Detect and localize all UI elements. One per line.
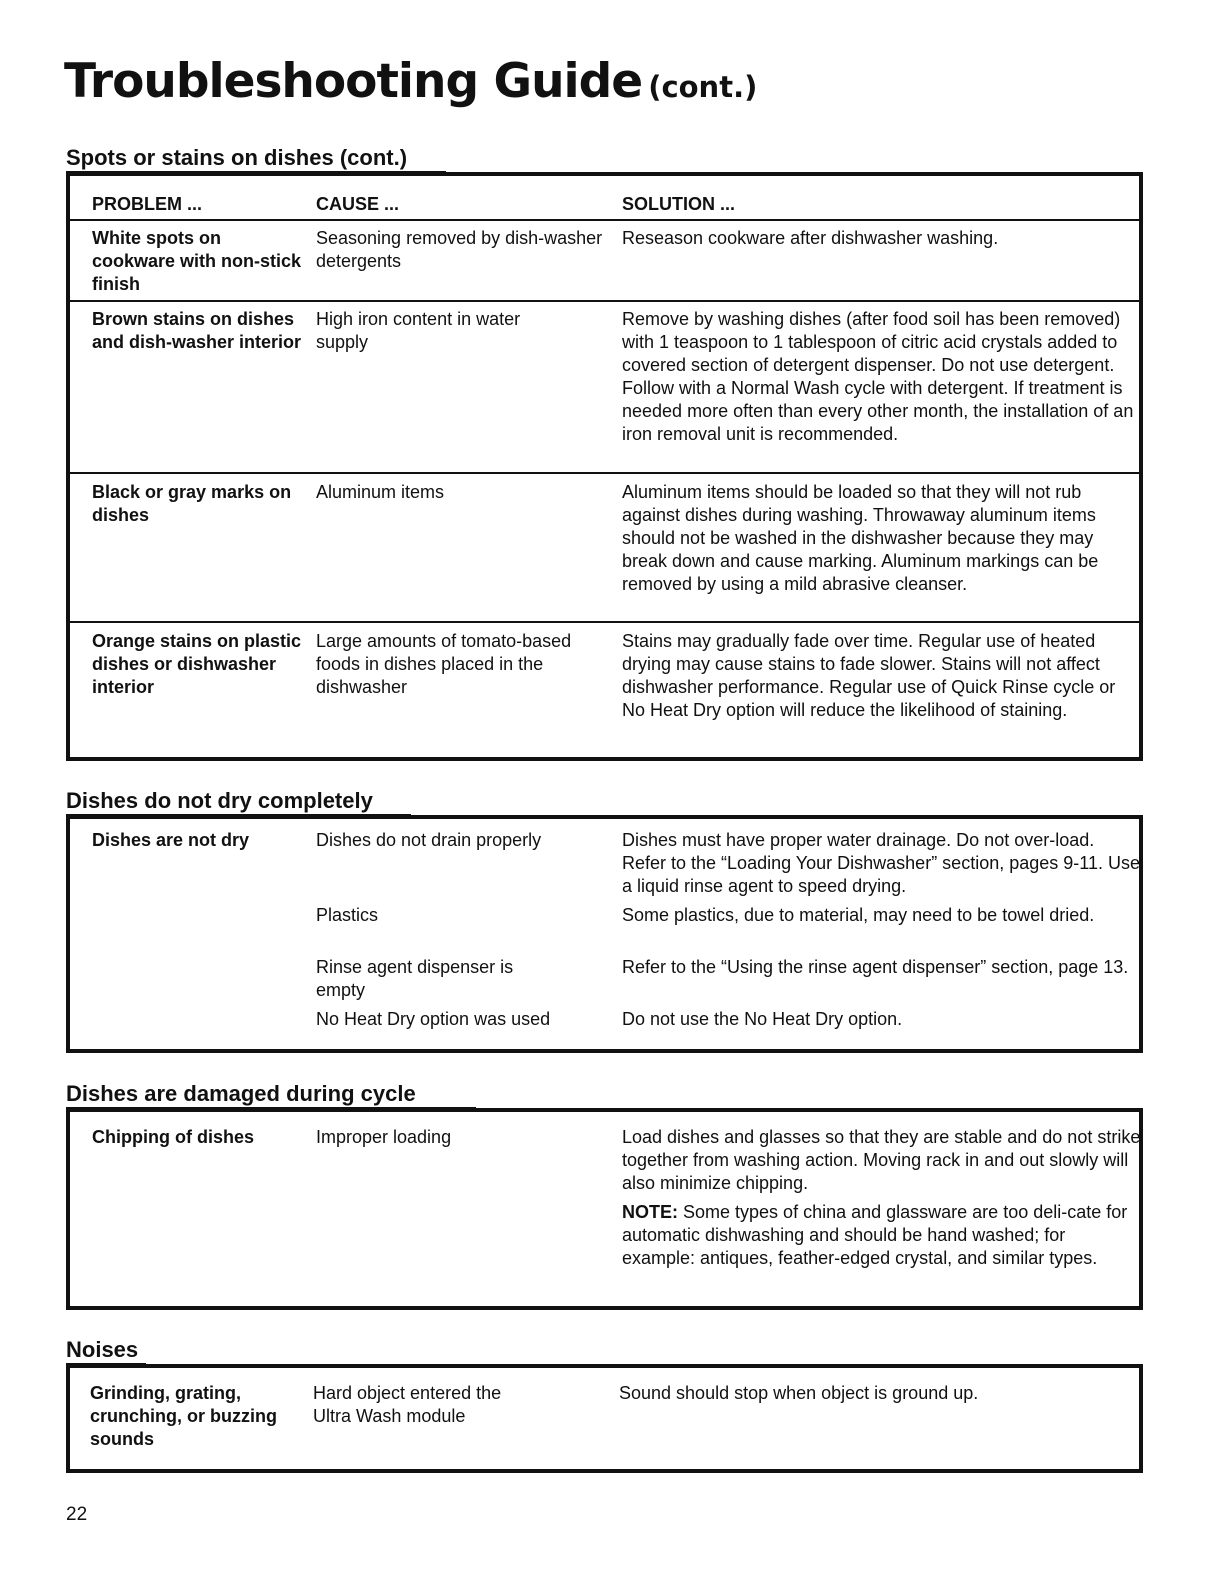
- solution-cell: Remove by washing dishes (after food soil has been removed) with 1 teaspoon to 1 tablespoon of citric acid crystals added to covered section of detergent dispenser. Do not use detergent. Follow with a Normal Wash cycle with detergent. If treatment is needed more often than every other month, the installation of an iron removal unit is recommended.: [622, 309, 1134, 444]
- note-text: Some types of china and glassware are too deli-cate for automatic dishwashing and should be hand washed; for example: antiques, feather-edged crystal, and similar types.: [622, 1202, 1128, 1268]
- cause-cell: High iron content in water supply: [316, 309, 521, 352]
- cause-cell: No Heat Dry option was used: [316, 1009, 551, 1029]
- header-divider: [70, 219, 1139, 221]
- solution-cell: Some plastics, due to material, may need to be towel dried.: [622, 905, 1095, 925]
- row-divider: [70, 300, 1139, 302]
- table-dry: [66, 815, 1143, 1053]
- solution-cell: Refer to the “Using the rinse agent dispenser” section, page 13.: [622, 957, 1129, 977]
- table-header-row: [70, 193, 1139, 219]
- solution-cell: Load dishes and glasses so that they are stable and do not strike together from washing action. Moving rack in and out slowly will also minimize chipping.: [622, 1127, 1141, 1193]
- solution-cell: Reseason cookware after dishwasher washing.: [622, 228, 999, 248]
- problem-cell: Dishes are not dry: [92, 830, 250, 850]
- note-cell: [622, 1201, 1142, 1270]
- page-title: [64, 54, 758, 109]
- section-heading-noises: Noises: [66, 1337, 139, 1362]
- cause-cell: Aluminum items: [316, 482, 445, 502]
- note-label: NOTE:: [622, 1202, 678, 1222]
- page-number: 22: [66, 1504, 88, 1525]
- row-divider: [70, 621, 1139, 623]
- table-row: [70, 829, 1139, 1044]
- cause-cell: Large amounts of tomato-based foods in dishes placed in the dishwasher: [316, 631, 572, 697]
- table-noises: [66, 1364, 1143, 1473]
- cause-cell: Dishes do not drain properly: [316, 830, 542, 850]
- table-row: [70, 1126, 1139, 1306]
- solution-cell: Aluminum items should be loaded so that they will not rub against dishes during washing. Throwaway aluminum items should not be washed in the dishwasher because they may break down and cause marking. Aluminum markings can be removed by using a mild abrasive cleanser.: [622, 482, 1099, 594]
- solution-cell: Stains may gradually fade over time. Regular use of heated drying may cause stains to fade slower. Stains will not affect dishwasher performance. Regular use of Quick Rinse cycle or No Heat Dry option will reduce the likelihood of staining.: [622, 631, 1116, 720]
- cause-cell: Rinse agent dispenser is empty: [316, 957, 514, 1000]
- row-divider: [70, 472, 1139, 474]
- table-row: [70, 1382, 1139, 1462]
- title-main: Troubleshooting Guide: [64, 54, 643, 109]
- table-spots: [66, 172, 1143, 761]
- section-heading-spots: Spots or stains on dishes (cont.): [66, 145, 408, 170]
- header-cause: CAUSE ...: [316, 194, 400, 214]
- solution-cell: Do not use the No Heat Dry option.: [622, 1009, 903, 1029]
- header-problem: PROBLEM ...: [92, 194, 203, 214]
- problem-cell: Black or gray marks on dishes: [92, 482, 292, 525]
- cause-cell: Improper loading: [316, 1127, 452, 1147]
- problem-cell: White spots on cookware with non-stick finish: [92, 228, 302, 294]
- cause-cell: Seasoning removed by dish-washer detergents: [316, 228, 603, 271]
- section-heading-damaged: Dishes are damaged during cycle: [66, 1081, 416, 1106]
- problem-cell: Orange stains on plastic dishes or dishwasher interior: [92, 631, 302, 697]
- solution-cell: Sound should stop when object is ground up.: [619, 1383, 979, 1403]
- header-solution: SOLUTION ...: [622, 194, 736, 214]
- cause-cell: Hard object entered the Ultra Wash module: [313, 1383, 502, 1426]
- problem-cell: Brown stains on dishes and dish-washer interior: [92, 309, 302, 352]
- solution-cell: Dishes must have proper water drainage. Do not over-load. Refer to the “Loading Your Dishwasher” section, pages 9-11. Use a liquid rinse agent to speed drying.: [622, 830, 1140, 896]
- table-damaged: [66, 1108, 1143, 1310]
- title-suffix: (cont.): [648, 70, 758, 104]
- problem-cell: Grinding, grating, crunching, or buzzing sounds: [90, 1383, 277, 1449]
- cause-cell: Plastics: [316, 905, 379, 925]
- section-heading-dry: Dishes do not dry completely: [66, 788, 373, 813]
- problem-cell: Chipping of dishes: [92, 1127, 254, 1147]
